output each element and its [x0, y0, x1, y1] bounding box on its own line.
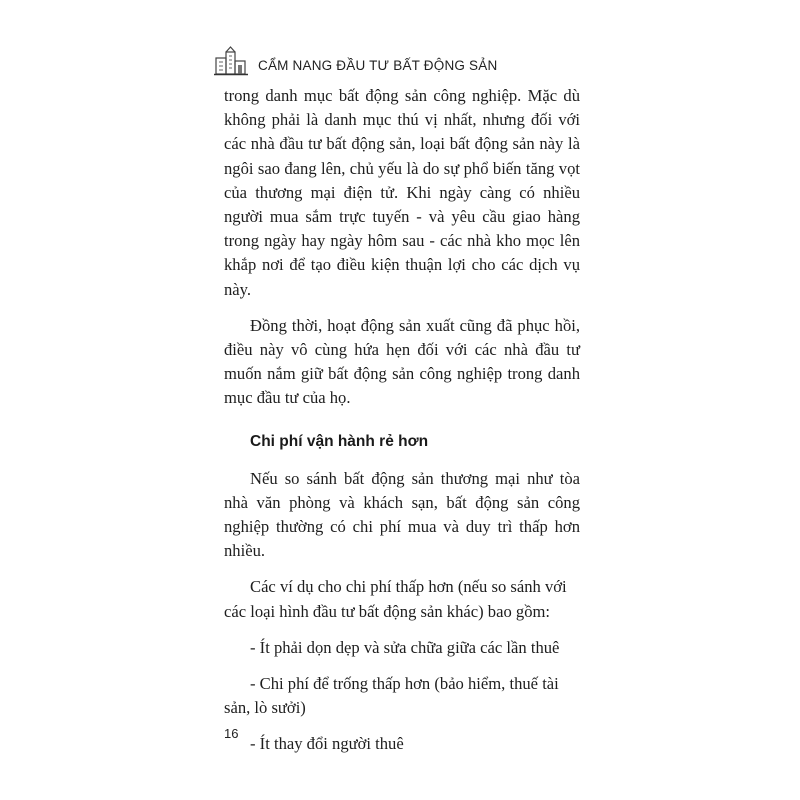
building-icon [214, 46, 248, 76]
list-item: - Ít phải dọn dẹp và sửa chữa giữa các lần thuê [250, 637, 560, 657]
list-item: - Ít thay đổi người thuê [250, 734, 404, 754]
paragraph: Các ví dụ cho chi phí thấp hơn (nếu so sánh với các loại hình đầu tư bất động sản khác) bao gồm: [224, 577, 567, 621]
book-title: CẨM NANG ĐẦU TƯ BẤT ĐỘNG SẢN [258, 57, 498, 73]
section-heading: Chi phí vận hành rẻ hơn [250, 432, 429, 450]
page-number: 16 [224, 726, 239, 741]
paragraph: Nếu so sánh bất động sản thương mại như tòa nhà văn phòng và khách sạn, bất động sản công nghiệp thường có chi phí mua và duy trì thấp hơn nhiều. [224, 468, 580, 561]
paragraph: trong danh mục bất động sản công nghiệp. Mặc dù không phải là danh mục thú vị nhất, nhưng đối với các nhà đầu tư bất động sản, loại bất động sản này là ngôi sao đang lên, chủ yếu là do sự phổ biến tăng vọt của thương mại điện tử. Khi ngày càng có nhiều người mua sắm trực tuyến - và yêu cầu giao hàng trong ngày hay ngày hôm sau - các nhà kho mọc lên khắp nơi để tạo điều kiện thuận lợi cho các dịch vụ này. [224, 86, 580, 299]
running-header [214, 44, 497, 78]
page-body [224, 84, 580, 769]
paragraph: Đồng thời, hoạt động sản xuất cũng đã phục hồi, điều này vô cùng hứa hẹn đối với các nhà đầu tư muốn nắm giữ bất động sản công nghiệp trong danh mục đầu tư của họ. [224, 315, 580, 408]
list-item: - Chi phí để trống thấp hơn (bảo hiểm, thuế tài sản, lò sưởi) [224, 674, 559, 718]
